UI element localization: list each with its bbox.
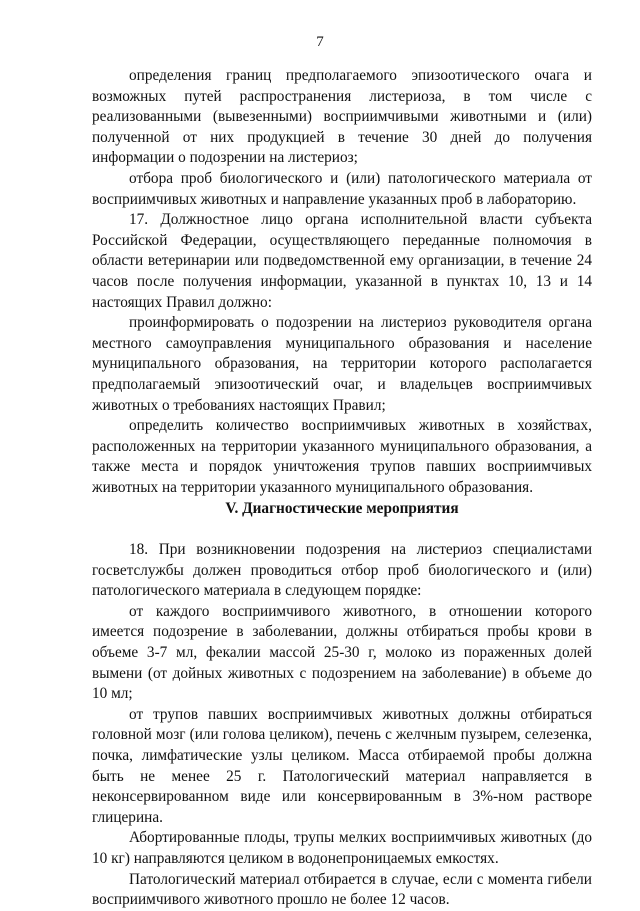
paragraph-item-18: 18. При возникновении подозрения на листериоз специалистами госветслужбы должен проводиться отбор проб биологического и (или) патологического материала в следующем порядке: (92, 541, 592, 600)
section-iv-continuation (92, 66, 592, 498)
paragraph-blood-samples: от каждого восприимчивого животного, в отношении которого имеется подозрение в заболевании, должны отбираться пробы крови в объеме 3-7 мл, фекалии массой 25-30 г, молоко из пораженных долей вымени (от дойных животных с подозрением на заболевание) в объеме до 10 мл; (92, 602, 592, 703)
page-number: 7 (316, 34, 324, 50)
paragraph-time-limit: Патологический материал отбирается в случае, если с момента гибели восприимчивого животного прошло не более 12 часов. (92, 870, 592, 909)
section-heading: V. Диагностические мероприятия (225, 500, 459, 517)
paragraph-item-17: 17. Должностное лицо органа исполнительной власти субъекта Российской Федерации, осуществляющего переданные полномочия в области ветеринарии или подведомственной ему организации, в течение 24 часов после получения информации, указанной в пунктах 10, 13 и 14 настоящих Правил должно: (92, 211, 592, 311)
paragraph-determine-boundaries: определения границ предполагаемого эпизоотического очага и возможных путей распространения листериоза, в том числе с реализованными (вывезенными) восприимчивыми животными и (или) полученной от них продукцией в течение 30 дней до получения информации о подозрении на листериоз; (92, 67, 592, 167)
paragraph-sampling: отбора проб биологического и (или) патологического материала от восприимчивых животных и направление указанных проб в лабораторию. (92, 169, 592, 208)
paragraph-carcass-samples: от трупов павших восприимчивых животных должны отбираться головной мозг (или голова целиком), печень с желчным пузырем, селезенка, почка, лимфатические узлы целиком. Масса отбираемой пробы должна быть не менее 25 г. Патологический материал направляется в неконсервированном виде или консервированным в 3%-ном растворе глицерина. (92, 705, 592, 826)
paragraph-inform-authorities: проинформировать о подозрении на листериоз руководителя органа местного самоуправления муниципального образования и население муниципального образования, на территории которого располагается предполагаемый эпизоотический очаг, и владельцев восприимчивых животных о требованиях настоящих Правил; (92, 314, 592, 414)
section-v-body (92, 540, 592, 911)
paragraph-aborted-fetuses: Абортированные плоды, трупы мелких восприимчивых животных (до 10 кг) направляются целиком в водонепроницаемых емкостях. (92, 829, 592, 867)
paragraph-determine-animal-count: определить количество восприимчивых животных в хозяйствах, расположенных на территории указанного муниципального образования, а также места и порядок уничтожения трупов павших восприимчивых животных на территории указанного муниципального образования. (92, 417, 592, 496)
